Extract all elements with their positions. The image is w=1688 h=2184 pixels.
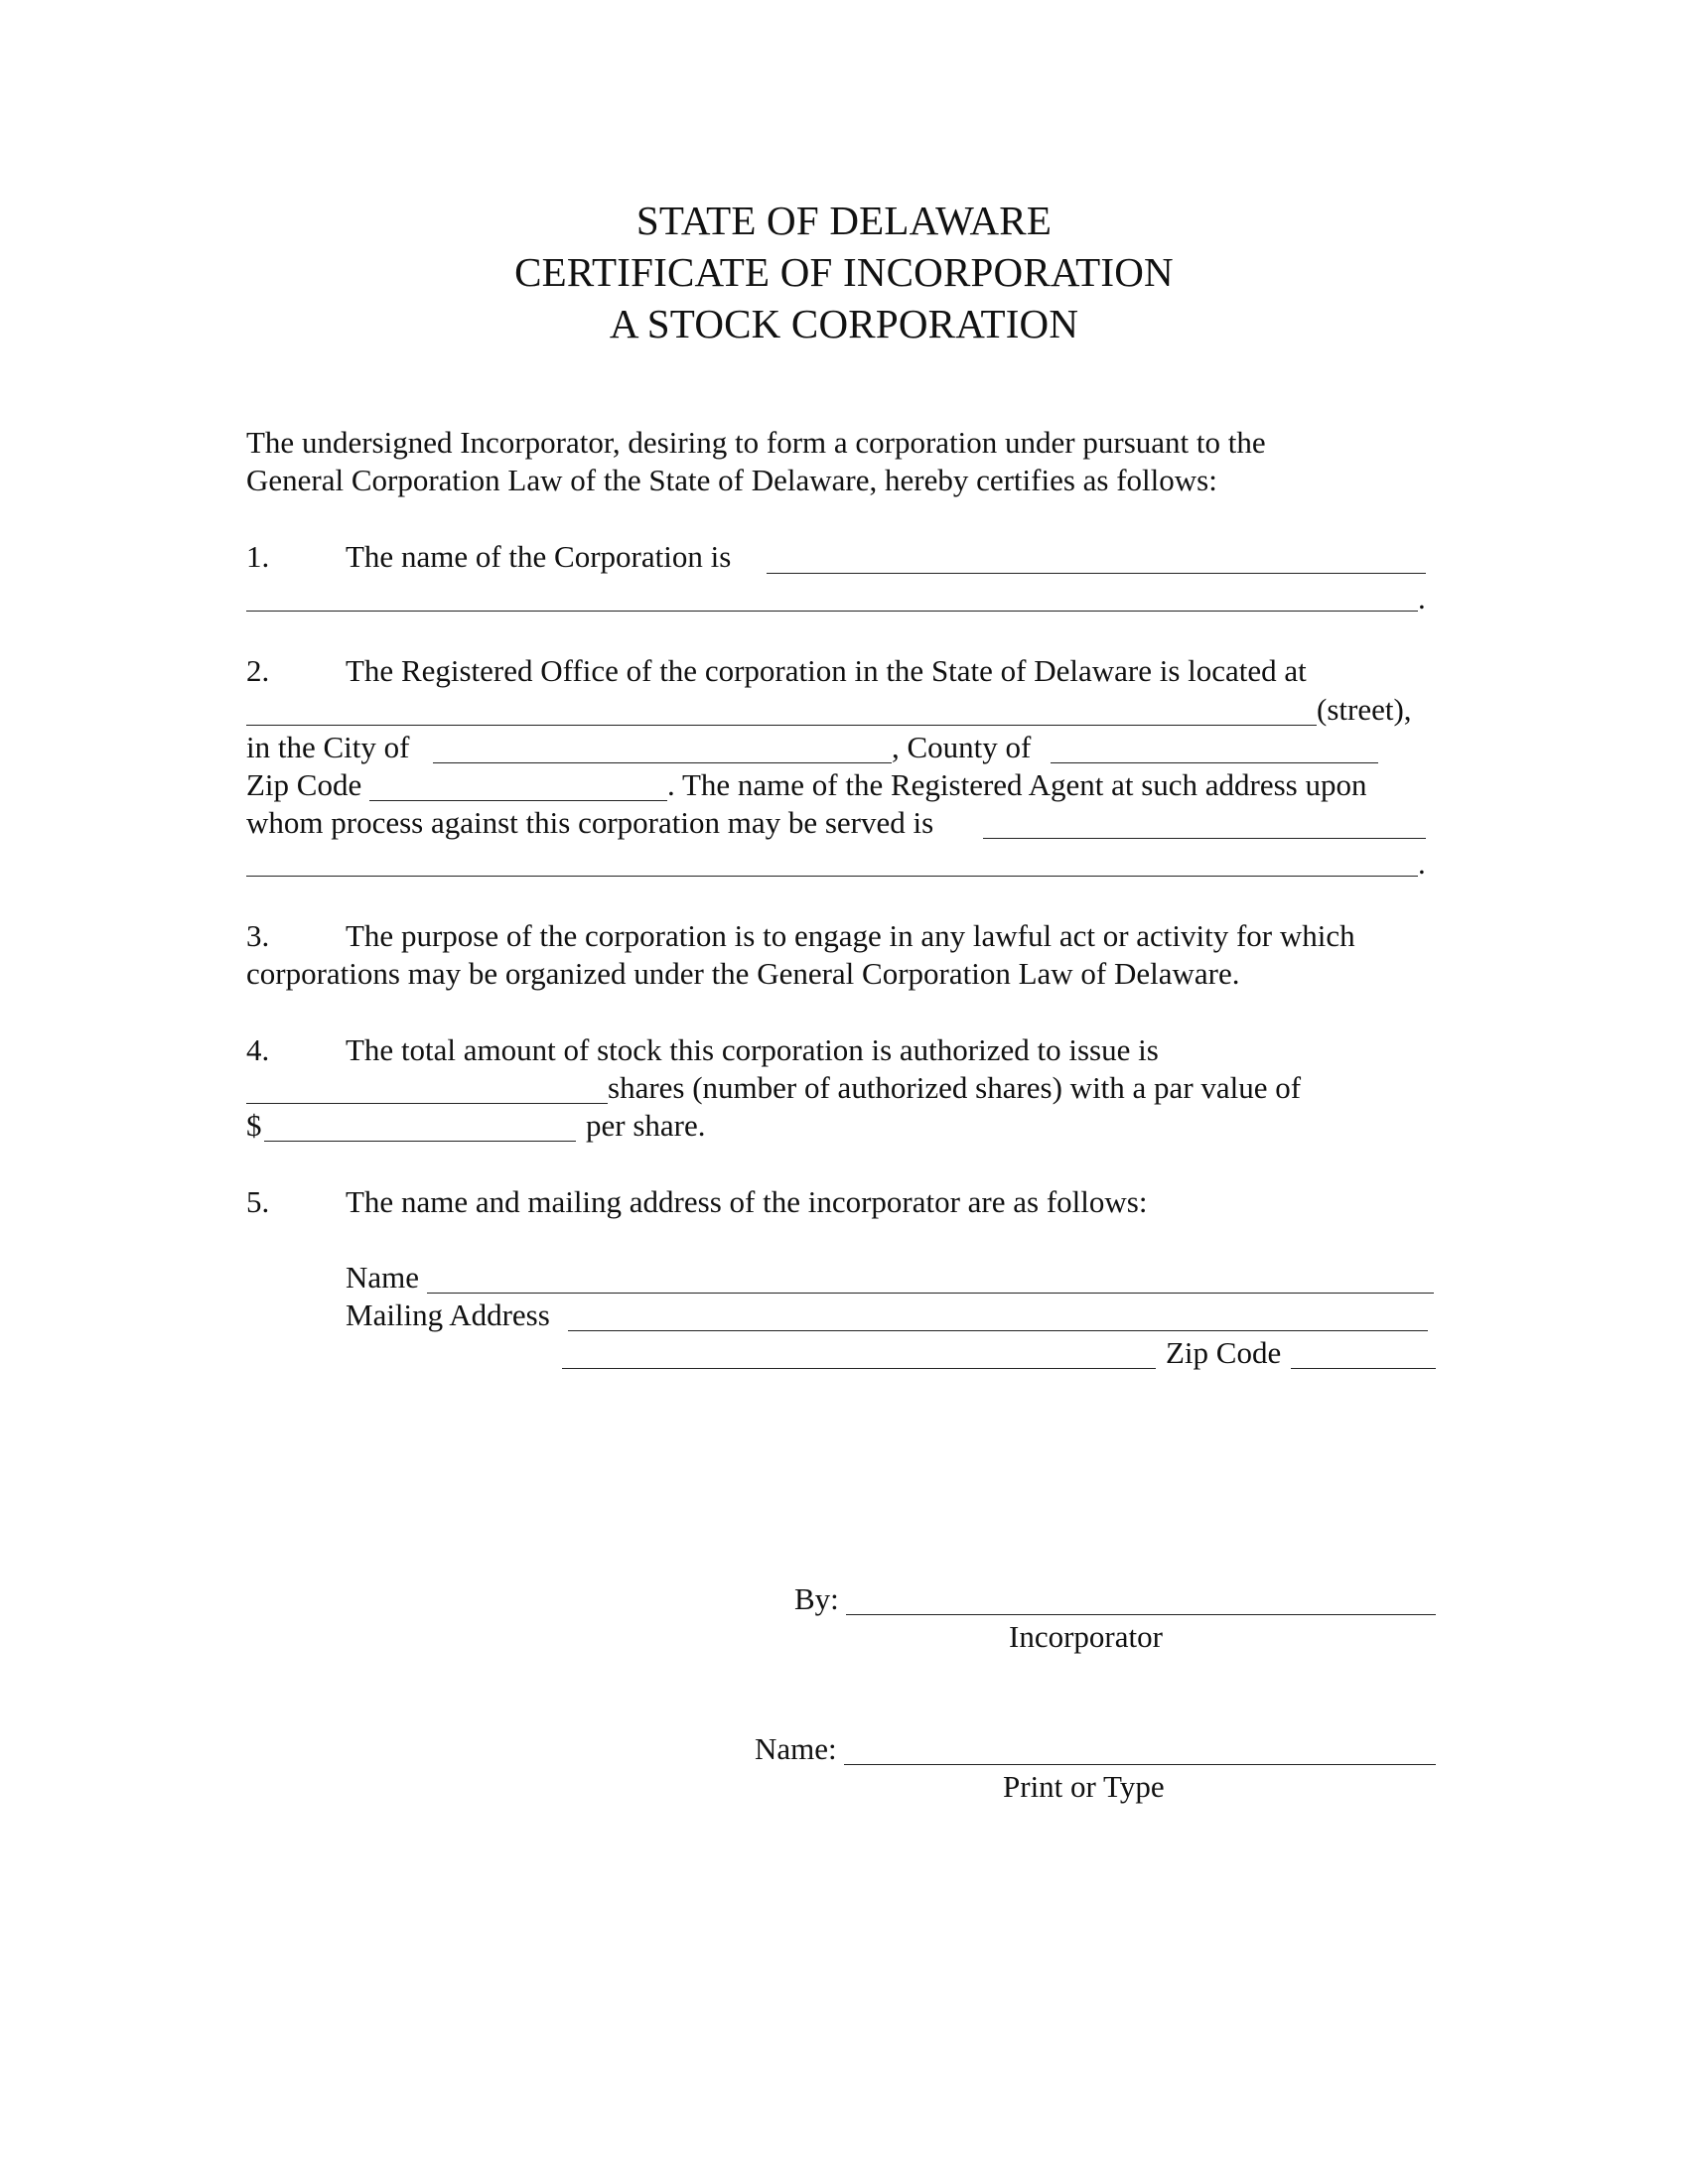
item-1-number: 1. bbox=[246, 539, 270, 574]
mailing-address-field-line-2[interactable] bbox=[562, 1368, 1156, 1369]
item-3-line-2: corporations may be organized under the General Corporation Law of Delaware. bbox=[246, 956, 1240, 991]
item-1-label: The name of the Corporation is bbox=[346, 539, 732, 574]
title-stock-corporation: A STOCK CORPORATION bbox=[609, 301, 1079, 346]
intro-line-2: General Corporation Law of the State of Delaware, hereby certifies as follows: bbox=[246, 463, 1217, 497]
incorporator-caption: Incorporator bbox=[1009, 1619, 1163, 1654]
by-label: By: bbox=[794, 1581, 839, 1616]
registered-agent-field[interactable] bbox=[983, 838, 1426, 839]
corporation-name-field[interactable] bbox=[767, 573, 1426, 574]
item-2-period: . bbox=[1418, 846, 1426, 881]
corporation-name-field-continued[interactable] bbox=[246, 611, 1418, 612]
city-label: in the City of bbox=[246, 730, 410, 764]
item-3-number: 3. bbox=[246, 918, 270, 953]
title-state: STATE OF DELAWARE bbox=[635, 198, 1053, 243]
document-title bbox=[0, 195, 1688, 349]
signature-field[interactable] bbox=[846, 1614, 1436, 1615]
item-5-line-1: The name and mailing address of the incorporator are as follows: bbox=[346, 1184, 1148, 1219]
incorporator-name-label: Name bbox=[346, 1260, 420, 1295]
item-5-number: 5. bbox=[246, 1184, 270, 1219]
print-name-label: Name: bbox=[755, 1731, 837, 1766]
registered-office-zip-field[interactable] bbox=[369, 800, 667, 801]
registered-agent-field-continued[interactable] bbox=[246, 876, 1418, 877]
county-label: , County of bbox=[892, 730, 1032, 764]
item-3-line-1: The purpose of the corporation is to engage in any lawful act or activity for which bbox=[346, 918, 1355, 953]
incorporator-zip-label: Zip Code bbox=[1166, 1335, 1282, 1370]
item-4-number: 4. bbox=[246, 1032, 270, 1067]
per-share-text: per share. bbox=[586, 1108, 706, 1143]
incorporator-name-field[interactable] bbox=[427, 1293, 1434, 1294]
incorporator-zip-field[interactable] bbox=[1291, 1368, 1436, 1369]
item-4-line-1: The total amount of stock this corporation is authorized to issue is bbox=[346, 1032, 1159, 1067]
county-field[interactable] bbox=[1051, 762, 1378, 763]
print-or-type-caption: Print or Type bbox=[1003, 1769, 1165, 1804]
registered-office-street-field[interactable] bbox=[246, 725, 1317, 726]
registered-agent-text: . The name of the Registered Agent at such address upon bbox=[667, 767, 1367, 802]
city-field[interactable] bbox=[433, 762, 892, 763]
par-value-field[interactable] bbox=[264, 1141, 576, 1142]
zip-code-label: Zip Code bbox=[246, 767, 362, 802]
printed-name-field[interactable] bbox=[844, 1764, 1436, 1765]
authorized-shares-field[interactable] bbox=[246, 1103, 608, 1104]
item-2-line-1: The Registered Office of the corporation in the State of Delaware is located at bbox=[346, 653, 1307, 688]
title-certificate: CERTIFICATE OF INCORPORATION bbox=[514, 249, 1174, 295]
shares-text: shares (number of authorized shares) with a par value of bbox=[608, 1070, 1302, 1105]
dollar-sign: $ bbox=[246, 1108, 262, 1143]
mailing-address-label: Mailing Address bbox=[346, 1297, 550, 1332]
mailing-address-field[interactable] bbox=[568, 1330, 1428, 1331]
item-1-period: . bbox=[1418, 581, 1426, 615]
served-text: whom process against this corporation may be served is bbox=[246, 805, 934, 840]
street-label: (street), bbox=[1317, 692, 1412, 727]
item-2-number: 2. bbox=[246, 653, 270, 688]
intro-line-1: The undersigned Incorporator, desiring to form a corporation under pursuant to the bbox=[246, 425, 1266, 460]
